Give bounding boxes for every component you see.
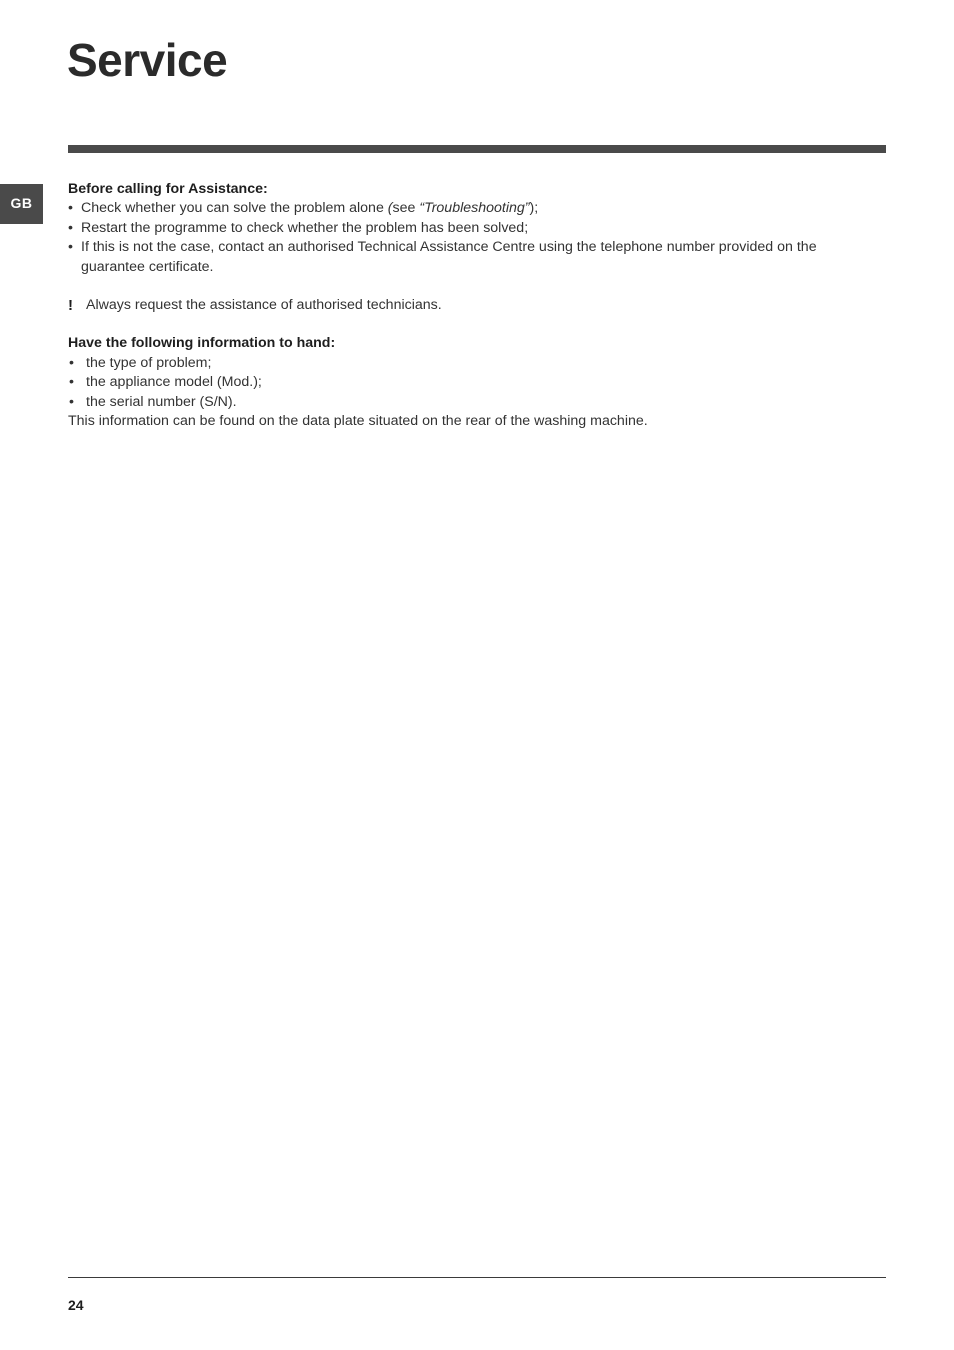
bullet-icon: •: [68, 219, 73, 236]
bullet-icon: •: [69, 393, 74, 410]
section-heading-information: Have the following information to hand:: [68, 335, 336, 352]
page-title: Service: [67, 34, 228, 86]
list-item: [68, 199, 868, 218]
list-item-text: If this is not the case, contact an authorised Technical Assistance Centre using the telephone number provided on the guarantee certificate.: [81, 239, 817, 275]
footer-divider: [68, 1277, 886, 1278]
list-item-text: Check whether you can solve the problem alone: [81, 200, 388, 217]
list-item-text: the appliance model (Mod.);: [86, 374, 262, 391]
list-item: [68, 238, 868, 277]
bullet-icon: •: [69, 374, 74, 391]
information-list: [68, 354, 868, 412]
paren-open: (: [387, 200, 393, 217]
bullet-icon: •: [68, 239, 73, 256]
list-item-text: the type of problem;: [86, 354, 212, 371]
title-divider: [68, 145, 886, 153]
exclamation-icon: !: [68, 297, 73, 315]
data-plate-note: This information can be found on the data plate situated on the rear of the washing machine.: [68, 413, 648, 430]
section-heading-before-calling: Before calling for Assistance:: [68, 181, 268, 197]
troubleshooting-reference: “Troubleshooting”: [419, 200, 530, 217]
list-item-text: Restart the programme to check whether the problem has been solved;: [81, 219, 529, 236]
page-number: 24: [68, 1297, 84, 1313]
list-item-text: the serial number (S/N).: [86, 393, 237, 410]
list-item-tail: );: [529, 200, 539, 217]
list-item: [68, 354, 868, 373]
list-item: [68, 373, 868, 392]
warning-note: [68, 296, 868, 315]
list-item: [68, 219, 868, 238]
bullet-icon: •: [68, 200, 73, 217]
bullet-icon: •: [69, 354, 74, 371]
language-tab: GB: [0, 184, 43, 224]
list-item: [68, 393, 868, 412]
see-text: see: [392, 200, 420, 217]
checklist: [68, 199, 868, 277]
warning-text: Always request the assistance of authorised technicians.: [86, 297, 442, 314]
main-content: [68, 180, 868, 431]
info-section: [68, 334, 868, 431]
